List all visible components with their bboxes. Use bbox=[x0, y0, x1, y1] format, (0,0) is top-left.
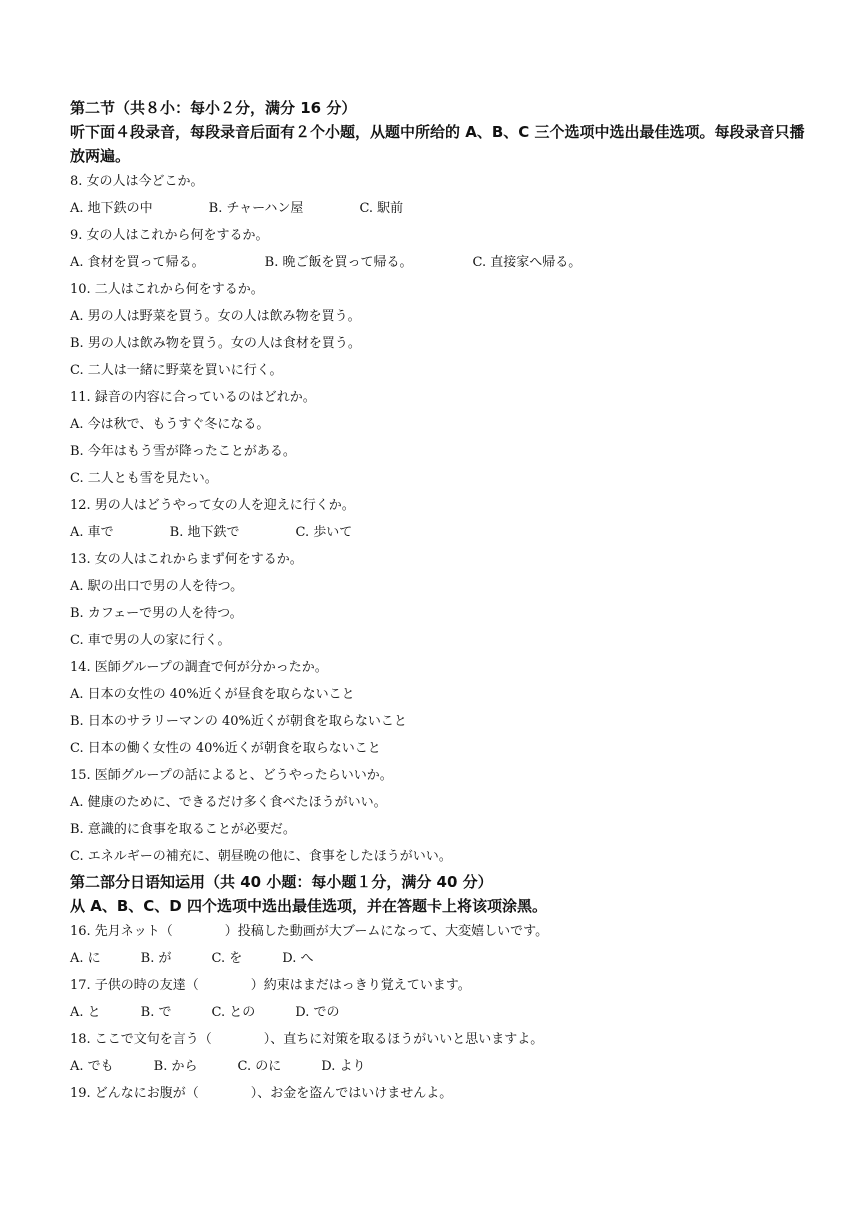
option-row bbox=[70, 249, 810, 276]
option-c: C. 歩いて bbox=[295, 525, 353, 540]
option-b: B. で bbox=[140, 1005, 172, 1020]
option-c: C. 車で男の人の家に行く。 bbox=[70, 633, 231, 648]
option-b: B. 男の人は飲み物を買う。女の人は食材を買う。 bbox=[70, 336, 361, 351]
option-c: C. 駅前 bbox=[359, 201, 404, 216]
option-a: A. 日本の女性の 40%近くが昼食を取らないこと bbox=[70, 687, 355, 702]
option-b: B. から bbox=[153, 1059, 198, 1074]
listening-question-list bbox=[70, 168, 810, 870]
option-c: C. 日本の働く女性の 40%近くが朝食を取らないこと bbox=[70, 741, 381, 756]
exam-page bbox=[70, 96, 810, 1107]
question-text: 16. 先月ネット（ ）投稿した動画が大ブームになって、大変嬉しいです。 bbox=[70, 924, 549, 939]
option-c: C. との bbox=[211, 1005, 256, 1020]
option-a: A. 車で bbox=[70, 525, 114, 540]
question-text: 15. 医師グループの話によると、どうやったらいいか。 bbox=[70, 768, 393, 783]
option-b: B. 晩ご飯を買って帰る。 bbox=[264, 255, 413, 270]
option-b: B. 地下鉄で bbox=[169, 525, 240, 540]
option-b: B. が bbox=[140, 951, 172, 966]
option-row bbox=[70, 999, 810, 1026]
option-d: D. より bbox=[321, 1059, 366, 1074]
section-title: 第二节（共８小：每小２分，满分 16 分） bbox=[70, 99, 357, 117]
option-row bbox=[70, 195, 810, 222]
question-text: 14. 医師グループの調査で何が分かったか。 bbox=[70, 660, 328, 675]
option-a: A. 健康のために、できるだけ多く食べたほうがいい。 bbox=[70, 795, 387, 810]
question-text: 9. 女の人はこれから何をするか。 bbox=[70, 228, 269, 243]
option-a: A. と bbox=[70, 1005, 101, 1020]
question-text: 10. 二人はこれから何をするか。 bbox=[70, 282, 264, 297]
option-d: D. での bbox=[295, 1005, 340, 1020]
option-d: D. へ bbox=[282, 951, 314, 966]
option-c: C. 直接家へ帰る。 bbox=[472, 255, 582, 270]
option-b: B. カフェーで男の人を待つ。 bbox=[70, 606, 243, 621]
option-a: A. 駅の出口で男の人を待つ。 bbox=[70, 579, 244, 594]
option-b: B. 日本のサラリーマンの 40%近くが朝食を取らないこと bbox=[70, 714, 407, 729]
option-row bbox=[70, 945, 810, 972]
option-a: A. でも bbox=[70, 1059, 114, 1074]
option-a: A. に bbox=[70, 951, 101, 966]
option-c: C. を bbox=[211, 951, 243, 966]
question-text: 19. どんなにお腹が（ ）、お金を盗んではいけませんよ。 bbox=[70, 1086, 453, 1101]
question-text: 18. ここで文句を言う（ ）、直ちに対策を取るほうがいいと思いますよ。 bbox=[70, 1032, 544, 1047]
question-text: 11. 録音の内容に合っているのはどれか。 bbox=[70, 390, 316, 405]
option-c: C. のに bbox=[237, 1059, 282, 1074]
section-instructions: 听下面４段录音，每段录音后面有２个小题，从题中所给的 A、B、C 三个选项中选出最佳选项。每段录音只播放两遍。 bbox=[70, 123, 805, 165]
option-row bbox=[70, 519, 810, 546]
question-text: 8. 女の人は今どこか。 bbox=[70, 174, 204, 189]
option-a: A. 食材を買って帰る。 bbox=[70, 255, 205, 270]
question-text: 12. 男の人はどうやって女の人を迎えに行くか。 bbox=[70, 498, 355, 513]
option-a: A. 男の人は野菜を買う。女の人は飲み物を買う。 bbox=[70, 309, 361, 324]
question-text: 13. 女の人はこれからまず何をするか。 bbox=[70, 552, 303, 567]
question-text: 17. 子供の時の友達（ ）約束はまだはっきり覚えています。 bbox=[70, 978, 471, 993]
option-a: A. 地下鉄の中 bbox=[70, 201, 153, 216]
option-c: C. 二人は一緒に野菜を買いに行く。 bbox=[70, 363, 283, 378]
option-b: B. チャーハン屋 bbox=[208, 201, 304, 216]
option-b: B. 今年はもう雪が降ったことがある。 bbox=[70, 444, 296, 459]
option-row bbox=[70, 1053, 810, 1080]
option-c: C. 二人とも雪を見たい。 bbox=[70, 471, 218, 486]
option-c: C. エネルギーの補充に、朝昼晩の他に、食事をしたほうがいい。 bbox=[70, 849, 452, 864]
part-instructions: 从 A、B、C、D 四个选项中选出最佳选项，并在答题卡上将该项涂黑。 bbox=[70, 897, 547, 915]
grammar-question-list bbox=[70, 918, 810, 1107]
option-b: B. 意識的に食事を取ることが必要だ。 bbox=[70, 822, 296, 837]
option-a: A. 今は秋で、もうすぐ冬になる。 bbox=[70, 417, 270, 432]
part-title: 第二部分日语知运用（共 40 小题：每小题１分，满分 40 分） bbox=[70, 873, 493, 891]
